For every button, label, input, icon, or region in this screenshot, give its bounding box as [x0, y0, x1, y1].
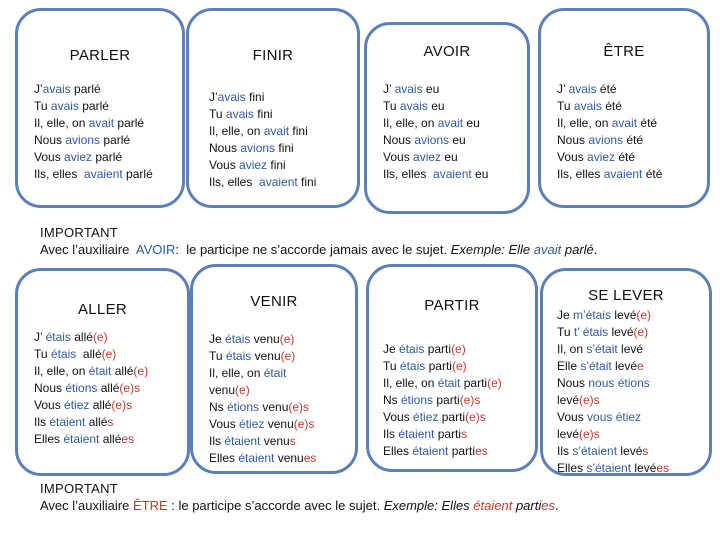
conjugation-lines — [209, 331, 316, 467]
line-text: parlé — [100, 133, 131, 147]
note-text — [40, 241, 597, 258]
line-text: Vous — [209, 158, 240, 172]
verb-form: étais — [399, 342, 425, 356]
line-text: été — [601, 99, 622, 113]
conjugation-line — [557, 132, 662, 149]
verb-form: avions — [240, 141, 276, 155]
note-segment: Avec l’auxiliaire — [40, 242, 136, 257]
conjugation-line — [209, 331, 316, 348]
card-title: AVOIR — [423, 43, 471, 60]
line-text: Je — [557, 308, 574, 322]
conjugation-line — [383, 443, 502, 460]
conjugation-line — [209, 433, 316, 450]
verb-form: avais — [394, 82, 423, 96]
verb-form: aviez — [239, 158, 268, 172]
conjugation-line — [557, 341, 669, 358]
verb-form: avions — [414, 133, 450, 147]
line-text: levé — [557, 393, 580, 407]
verb-form: (e) — [487, 376, 502, 390]
line-text: Elles — [557, 461, 587, 475]
line-text: été — [623, 133, 644, 147]
line-text: Tu — [383, 359, 400, 373]
verb-form: (e) — [235, 383, 250, 397]
verb-form: étions — [65, 381, 98, 395]
conjugation-line — [34, 363, 148, 380]
conjugation-line — [34, 380, 148, 397]
conjugation-line — [383, 149, 488, 166]
line-text: venu — [264, 417, 294, 431]
line-text: eu — [427, 99, 445, 113]
note-segment: AVOIR — [135, 242, 176, 257]
verb-form: s’était — [580, 359, 612, 373]
conjugation-line — [209, 382, 316, 399]
line-text: Il, elle, on — [209, 366, 264, 380]
line-text: été — [637, 116, 658, 130]
line-text: Ils, elles — [383, 167, 434, 181]
verb-form: avais — [42, 82, 71, 96]
line-text: fini — [245, 90, 265, 104]
line-text: parlé — [122, 167, 153, 181]
card-title: SE LEVER — [588, 287, 664, 304]
conjugation-line — [34, 149, 153, 166]
line-text: Il, elle, on — [557, 116, 612, 130]
verb-form: s — [461, 427, 468, 441]
line-text: Tu — [209, 107, 226, 121]
conjugation-line — [383, 426, 502, 443]
conjugation-line — [383, 409, 502, 426]
line-text: levé — [617, 444, 643, 458]
line-text: Vous — [383, 150, 414, 164]
verb-form: avais — [225, 107, 254, 121]
line-text: venu — [260, 434, 290, 448]
conjugation-line — [383, 341, 502, 358]
card-title: VENIR — [250, 293, 298, 310]
verb-form: es — [121, 432, 135, 446]
verb-form: s — [107, 415, 114, 429]
conjugation-line — [34, 98, 153, 115]
verb-form: étais — [225, 332, 251, 346]
line-text: Nous — [209, 141, 241, 155]
conjugation-line — [557, 307, 669, 324]
card-avoir — [364, 22, 530, 214]
line-text: levé — [611, 308, 637, 322]
conjugation-line — [34, 132, 153, 149]
line-text: Tu — [209, 349, 226, 363]
verb-form: (e)s — [293, 417, 315, 431]
verb-form: étiez — [64, 398, 90, 412]
conjugation-line — [557, 392, 669, 409]
line-text: eu — [449, 133, 466, 147]
line-text: Vous — [34, 398, 65, 412]
conjugation-lines — [34, 81, 153, 183]
verb-form: étaient — [224, 434, 261, 448]
verb-form: (e) — [633, 325, 649, 339]
conjugation-line — [557, 409, 669, 426]
conjugation-line — [34, 166, 153, 183]
conjugation-line — [209, 89, 316, 106]
verb-form: était — [263, 366, 287, 380]
line-text: Je — [209, 332, 226, 346]
line-text: allé — [89, 398, 112, 412]
verb-form: aviez — [413, 150, 442, 164]
conjugation-line — [557, 115, 662, 132]
verb-form: es — [656, 461, 670, 475]
important-note-avoir — [40, 224, 597, 258]
line-text: été — [642, 167, 663, 181]
verb-form: avaient — [84, 167, 123, 181]
line-text: parlé — [114, 116, 145, 130]
verb-form: t’ étais — [573, 325, 609, 339]
conjugation-line — [34, 414, 148, 431]
conjugation-line — [383, 166, 488, 183]
line-text: allé — [111, 364, 134, 378]
verb-form: aviez — [587, 150, 616, 164]
note-segment: es — [541, 498, 555, 513]
conjugation-line — [557, 375, 669, 392]
line-text: J’ — [34, 82, 43, 96]
line-text: venu — [274, 451, 304, 465]
conjugation-lines — [383, 81, 488, 183]
conjugation-line — [209, 348, 316, 365]
conjugation-line — [209, 399, 316, 416]
conjugation-line — [557, 358, 669, 375]
line-text: Ils — [34, 415, 50, 429]
verb-form: s’était — [586, 342, 618, 356]
conjugation-lines — [209, 89, 316, 191]
card-title: PARTIR — [424, 297, 480, 314]
verb-form: aviez — [64, 150, 93, 164]
line-text: allé — [76, 347, 102, 361]
line-text: J’ — [557, 82, 569, 96]
conjugation-line — [557, 98, 662, 115]
conjugation-line — [383, 392, 502, 409]
card-parler — [15, 8, 185, 208]
verb-form: avais — [217, 90, 246, 104]
verb-form: étais — [45, 330, 71, 344]
note-segment: ÊTRE — [132, 498, 168, 513]
verb-form: m’étais — [573, 308, 612, 322]
verb-form: étais — [399, 359, 426, 373]
line-text: levé — [631, 461, 657, 475]
verb-form: avait — [437, 116, 464, 130]
line-text: Nous — [557, 133, 589, 147]
verb-form: (e) — [92, 330, 108, 344]
note-segment: étaient — [473, 498, 513, 513]
verb-form: nous étions — [588, 376, 650, 390]
line-text: fini — [275, 141, 294, 155]
line-text: Nous — [34, 133, 66, 147]
verb-form: s’étaient — [586, 461, 632, 475]
card-title: ÊTRE — [603, 43, 645, 60]
verb-form: (e) — [133, 364, 149, 378]
card-se-lever — [540, 268, 712, 476]
conjugation-line — [557, 81, 662, 98]
conjugation-line — [209, 174, 316, 191]
line-text: Vous — [557, 150, 588, 164]
line-text: venu — [250, 332, 280, 346]
conjugation-line — [557, 149, 662, 166]
verb-form: e — [637, 359, 644, 373]
line-text: Il, on — [557, 342, 587, 356]
line-text: parlé — [92, 150, 123, 164]
verb-form: (e) — [451, 359, 467, 373]
line-text: levé — [617, 342, 644, 356]
verb-form: avais — [568, 82, 597, 96]
line-text: Elle — [557, 359, 581, 373]
verb-form: (e) — [280, 349, 296, 363]
verb-form: étaient — [49, 415, 86, 429]
line-text: parti — [438, 410, 466, 424]
card-finir — [186, 8, 360, 208]
important-note-etre — [40, 480, 559, 514]
verb-form: es — [475, 444, 488, 458]
conjugation-line — [209, 416, 316, 433]
line-text: Vous — [34, 150, 65, 164]
note-segment: : le participe s’accorde avec le sujet. — [167, 498, 384, 513]
card-etre — [538, 8, 710, 208]
verb-form: avait — [263, 124, 290, 138]
verb-form: avait — [88, 116, 115, 130]
line-text: été — [615, 150, 636, 164]
conjugation-line — [383, 98, 488, 115]
verb-form: (e) — [451, 342, 466, 356]
card-title: PARLER — [69, 47, 131, 64]
line-text: levé — [557, 427, 580, 441]
conjugation-line — [557, 166, 662, 183]
line-text: fini — [267, 158, 286, 172]
card-title: FINIR — [252, 47, 294, 64]
line-text: J’ — [34, 330, 46, 344]
conjugation-line — [34, 81, 153, 98]
line-text: Elles — [383, 444, 413, 458]
note-segment: . — [554, 498, 559, 513]
line-text: Vous — [209, 417, 240, 431]
conjugation-line — [209, 450, 316, 467]
line-text: Nous — [383, 133, 415, 147]
note-segment: Exemple: Elles — [383, 498, 474, 513]
conjugation-line — [557, 443, 669, 460]
line-text: Ns — [383, 393, 401, 407]
line-text: Elles — [209, 451, 239, 465]
verb-form: (e) — [101, 347, 117, 361]
verb-form: (e) — [279, 332, 295, 346]
verb-form: avaient — [259, 175, 298, 189]
line-text: J’ — [209, 90, 218, 104]
line-text: parti — [448, 444, 476, 458]
verb-form: avais — [399, 99, 428, 113]
line-text: Tu — [34, 347, 51, 361]
verb-form: (e)s — [579, 393, 600, 407]
conjugation-line — [34, 431, 148, 448]
verb-form: était — [437, 376, 461, 390]
verb-form: (e)s — [288, 400, 310, 414]
line-text: Nous — [557, 376, 589, 390]
note-text — [40, 497, 559, 514]
line-text: Vous — [557, 410, 588, 424]
verb-form: étions — [227, 400, 260, 414]
conjugation-line — [209, 140, 316, 157]
line-text: Il, elle, on — [34, 364, 89, 378]
verb-form: (e)s — [579, 427, 600, 441]
verb-form: s — [642, 444, 649, 458]
conjugation-lines — [34, 329, 148, 448]
note-segment: Exemple: Elle — [450, 242, 534, 257]
line-text: fini — [253, 107, 273, 121]
line-text: Il, elle, on — [209, 124, 264, 138]
verb-form: vous étiez — [587, 410, 642, 424]
note-segment: Avec l’auxiliaire — [40, 498, 133, 513]
line-text: Tu — [34, 99, 51, 113]
line-text: allé — [99, 432, 122, 446]
verb-form: avait — [611, 116, 638, 130]
verb-form: (e)s — [459, 393, 481, 407]
verb-form: étais — [225, 349, 252, 363]
line-text: parti — [424, 342, 452, 356]
line-text: eu — [471, 167, 489, 181]
line-text: été — [596, 82, 617, 96]
conjugation-line — [557, 324, 669, 341]
line-text: Vous — [383, 410, 414, 424]
line-text: eu — [441, 150, 458, 164]
line-text: parti — [460, 376, 488, 390]
line-text: levé — [608, 325, 634, 339]
verb-form: était — [88, 364, 112, 378]
verb-form: es — [303, 451, 317, 465]
verb-form: s — [289, 434, 296, 448]
conjugation-line — [34, 329, 148, 346]
verb-form: étaient — [412, 444, 449, 458]
line-text: Ils — [383, 427, 399, 441]
line-text: parti — [433, 393, 460, 407]
conjugation-line — [34, 346, 148, 363]
verb-form: avions — [588, 133, 624, 147]
line-text: Ils — [557, 444, 573, 458]
conjugation-line — [209, 123, 316, 140]
note-segment: parlé — [561, 242, 594, 257]
line-text: Tu — [383, 99, 400, 113]
line-text: Il, elle, on — [383, 376, 438, 390]
verb-form: (e)s — [119, 381, 141, 395]
line-text: venu — [209, 383, 236, 397]
note-segment: . — [593, 242, 598, 257]
verb-form: avais — [573, 99, 602, 113]
line-text: Il, elle, on — [34, 116, 89, 130]
line-text: Je — [383, 342, 400, 356]
verb-form: étaient — [398, 427, 435, 441]
line-text: eu — [422, 82, 440, 96]
line-text: fini — [289, 124, 308, 138]
conjugation-line — [383, 115, 488, 132]
line-text: Ils — [209, 434, 225, 448]
verb-form: avaient — [433, 167, 472, 181]
conjugation-line — [209, 106, 316, 123]
conjugation-lines — [557, 81, 662, 183]
conjugation-line — [34, 115, 153, 132]
verb-form: étaient — [238, 451, 275, 465]
note-segment: parti — [512, 498, 542, 513]
line-text: Ils, elles — [209, 175, 260, 189]
conjugation-line — [34, 397, 148, 414]
verb-form: étais — [50, 347, 77, 361]
card-aller — [15, 268, 190, 476]
line-text: parti — [425, 359, 452, 373]
verb-form: (e)s — [465, 410, 486, 424]
line-text: allé — [70, 330, 93, 344]
conjugation-lines — [383, 341, 502, 460]
note-heading: IMPORTANT — [40, 225, 119, 240]
line-text: venu — [259, 400, 289, 414]
verb-form: avaient — [603, 167, 643, 181]
note-segment: : le participe ne s’accorde jamais avec le sujet. — [175, 242, 451, 257]
verb-form: étaient — [63, 432, 100, 446]
verb-form: avions — [65, 133, 101, 147]
note-heading: IMPORTANT — [40, 481, 119, 496]
conjugation-line — [383, 358, 502, 375]
line-text: Elles — [34, 432, 64, 446]
verb-form: (e) — [636, 308, 652, 322]
line-text: parti — [434, 427, 462, 441]
line-text: fini — [297, 175, 317, 189]
line-text: allé — [85, 415, 108, 429]
conjugation-line — [209, 365, 316, 382]
card-venir — [190, 264, 358, 474]
line-text: J’ — [383, 82, 395, 96]
line-text: Ils, elles — [34, 167, 85, 181]
verb-form: (e)s — [111, 398, 133, 412]
line-text: Tu — [557, 99, 574, 113]
conjugation-line — [557, 460, 669, 477]
line-text: eu — [463, 116, 480, 130]
line-text: allé — [97, 381, 120, 395]
line-text: parlé — [70, 82, 101, 96]
verb-form: avais — [50, 99, 79, 113]
line-text: venu — [251, 349, 281, 363]
line-text: levé — [611, 359, 638, 373]
card-partir — [366, 264, 538, 472]
card-title: ALLER — [77, 301, 128, 318]
verb-form: étiez — [413, 410, 439, 424]
verb-form: étiez — [239, 417, 265, 431]
line-text: Ils, elles — [557, 167, 604, 181]
conjugation-line — [209, 157, 316, 174]
note-segment: avait — [533, 242, 562, 257]
line-text: Ns — [209, 400, 227, 414]
conjugation-lines — [557, 307, 669, 477]
conjugation-line — [383, 132, 488, 149]
conjugation-line — [383, 81, 488, 98]
verb-form: étions — [401, 393, 434, 407]
conjugation-line — [557, 426, 669, 443]
line-text: Tu — [557, 325, 574, 339]
verb-form: s’étaient — [572, 444, 618, 458]
line-text: Nous — [34, 381, 66, 395]
conjugation-line — [383, 375, 502, 392]
line-text: Il, elle, on — [383, 116, 438, 130]
line-text: parlé — [78, 99, 109, 113]
